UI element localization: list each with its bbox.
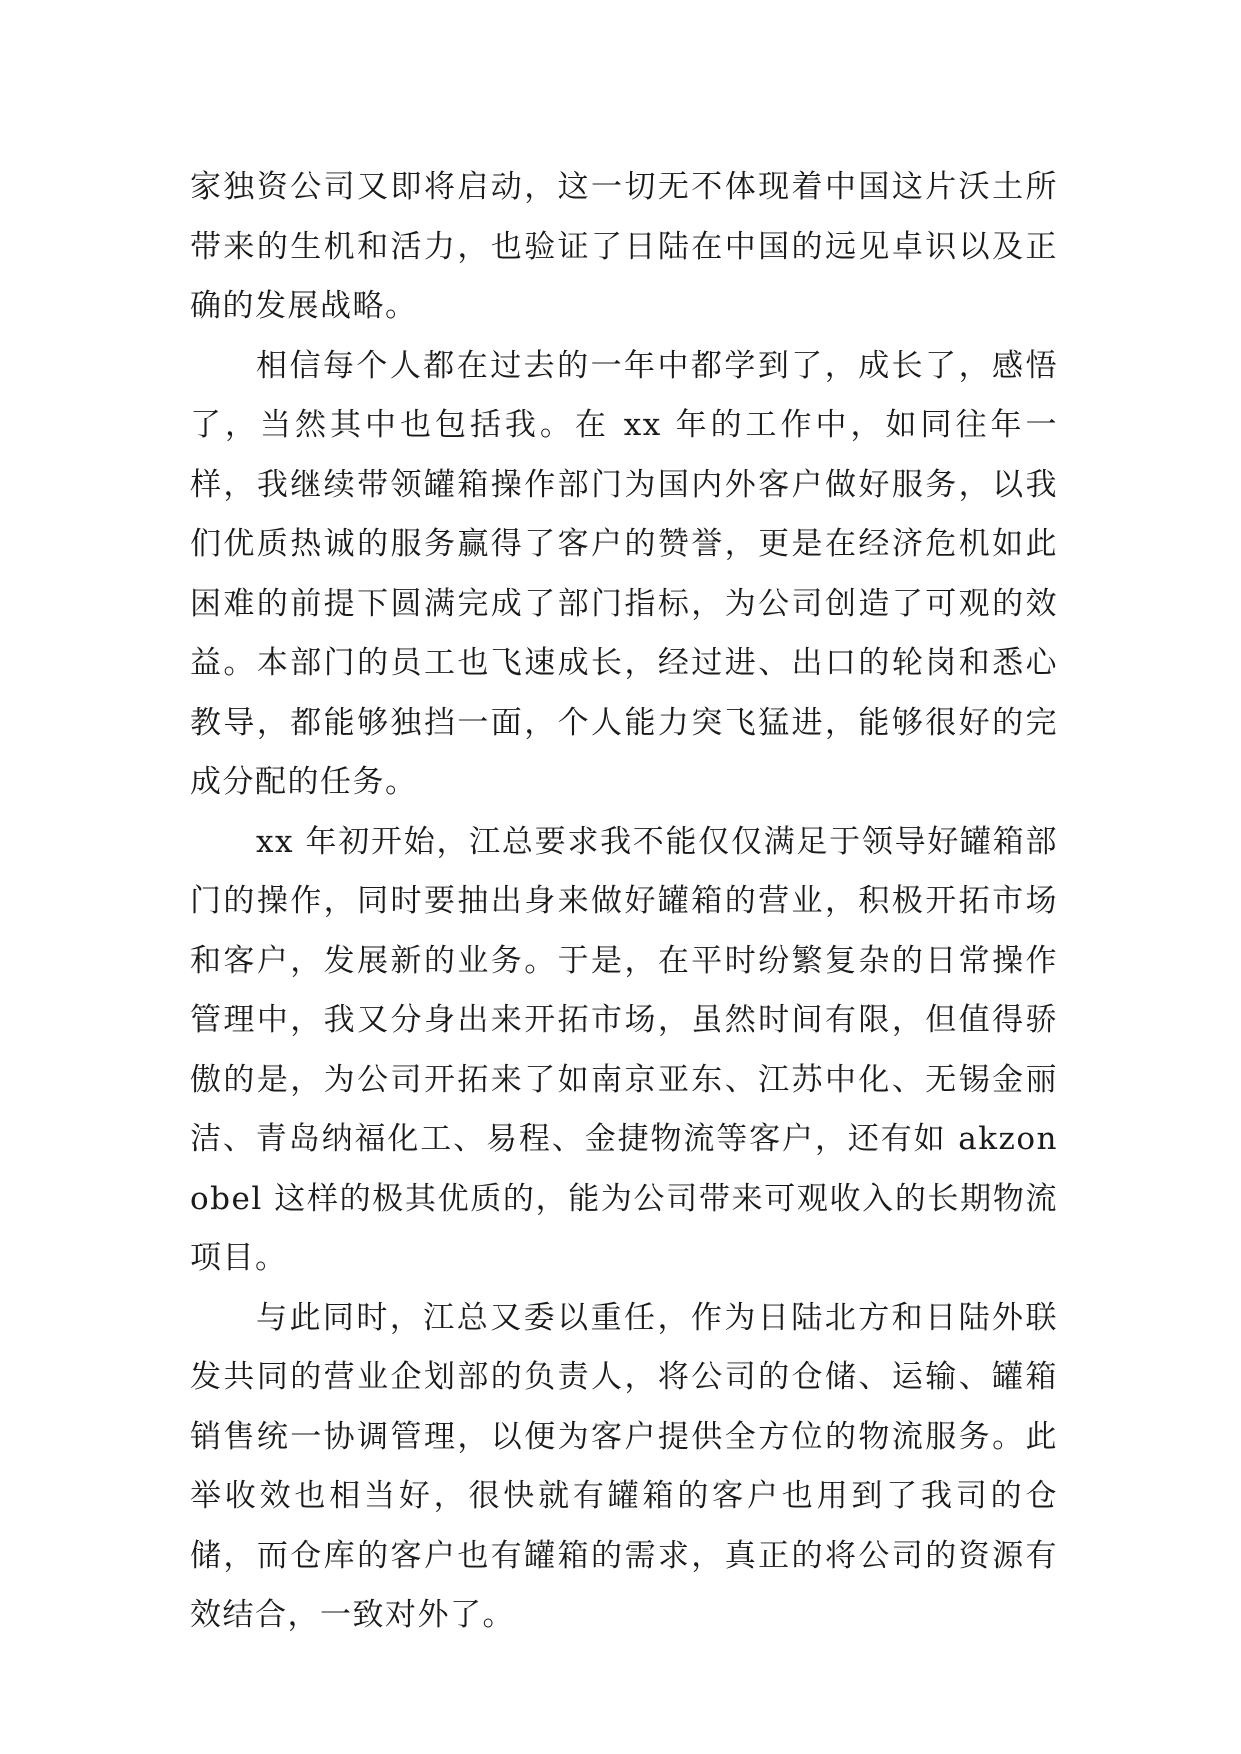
paragraph-2: 相信每个人都在过去的一年中都学到了，成长了，感悟了，当然其中也包括我。在 xx 年的工作中，如同往年一样，我继续带领罐箱操作部门为国内外客户做好服务，以我们优质热诚的服务赢得了客户的赞誉，更是在经济危机如此困难的前提下圆满完成了部门指标，为公司创造了可观的效益。本部门的员工也飞速成长，经过进、出口的轮岗和悉心教导，都能够独挡一面，个人能力突飞猛进，能够很好的完成分配的任务。 (190, 347, 1058, 800)
document-body (190, 158, 1058, 1646)
paragraph-4: 与此同时，江总又委以重任，作为日陆北方和日陆外联发共同的营业企划部的负责人，将公司的仓储、运输、罐箱销售统一协调管理，以便为客户提供全方位的物流服务。此举收效也相当好，很快就有罐箱的客户也用到了我司的仓储，而仓库的客户也有罐箱的需求，真正的将公司的资源有效结合，一致对外了。 (190, 1299, 1058, 1633)
paragraph-3: xx 年初开始，江总要求我不能仅仅满足于领导好罐箱部门的操作，同时要抽出身来做好罐箱的营业，积极开拓市场和客户，发展新的业务。于是，在平时纷繁复杂的日常操作管理中，我又分身出来开拓市场，虽然时间有限，但值得骄傲的是，为公司开拓来了如南京亚东、江苏中化、无锡金丽洁、青岛纳福化工、易程、金捷物流等客户，还有如 akzonobel 这样的极其优质的，能为公司带来可观收入的长期物流项目。 (190, 823, 1058, 1276)
paragraph-1: 家独资公司又即将启动，这一切无不体现着中国这片沃土所带来的生机和活力，也验证了日陆在中国的远见卓识以及正确的发展战略。 (190, 169, 1058, 324)
